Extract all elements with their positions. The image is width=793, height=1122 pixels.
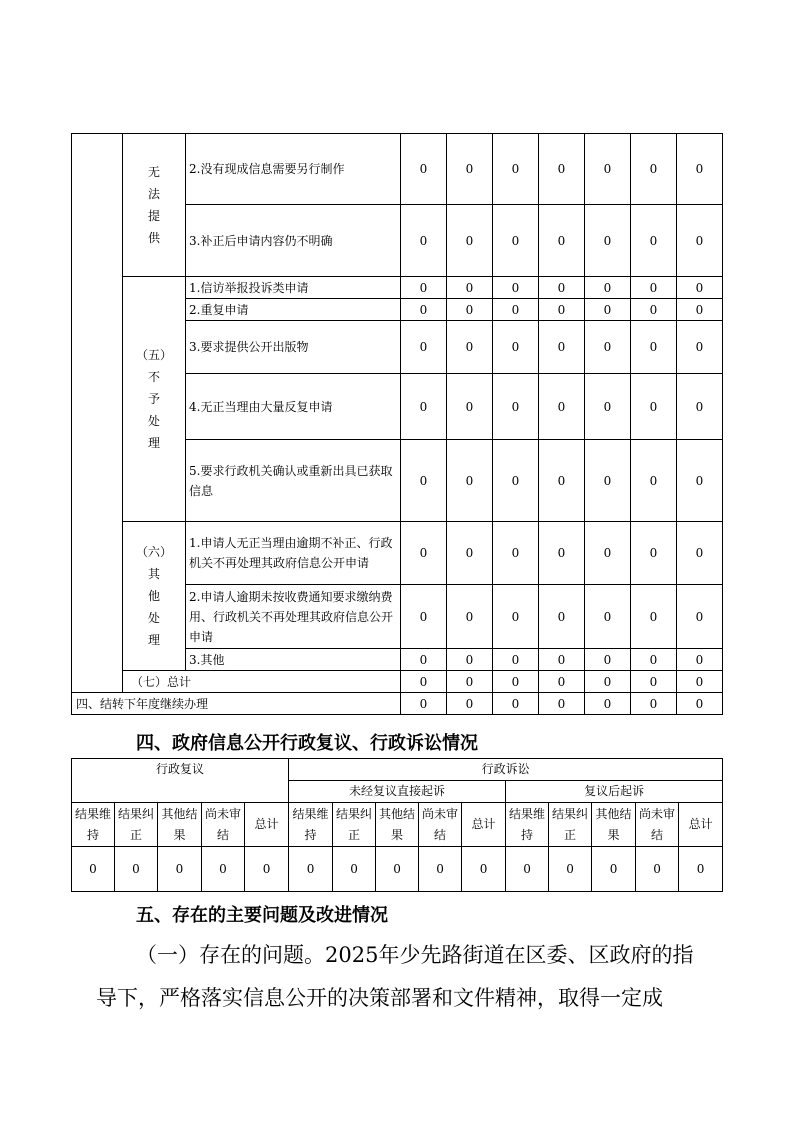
row-label: 1.信访举报投诉类申请: [186, 277, 401, 299]
cell-value: 0: [677, 693, 723, 715]
col-header: 总计: [245, 803, 289, 847]
cell-value: 0: [447, 522, 493, 585]
cell-value: 0: [447, 205, 493, 277]
row-label: 2.申请人逾期未按收费通知要求缴纳费用、行政机关不再处理其政府信息公开申请: [186, 585, 401, 649]
cell-value: 0: [539, 374, 585, 440]
col-header: 尚未审结: [202, 803, 245, 847]
cell-value: 0: [631, 671, 677, 693]
cell-value: 0: [447, 299, 493, 321]
table-row: [72, 693, 723, 715]
cell-value: 0: [447, 134, 493, 205]
cell-value: 0: [493, 134, 539, 205]
col-header: 结果维持: [289, 803, 333, 847]
cell-value: 0: [585, 134, 631, 205]
cell-value: 0: [631, 522, 677, 585]
col-header: 结果纠正: [333, 803, 376, 847]
cell-value: 0: [631, 321, 677, 374]
category-unable-to-provide: 无 法 提 供: [123, 134, 186, 277]
cell-value: 0: [493, 585, 539, 649]
table-row: [72, 522, 723, 585]
col-header: 结果纠正: [549, 803, 592, 847]
cell-value: 0: [462, 847, 506, 892]
cell-value: 0: [585, 374, 631, 440]
category-other-processing: （六） 其 他 处 理: [123, 522, 186, 671]
table-header-row: [72, 759, 723, 781]
cell-value: 0: [585, 321, 631, 374]
outer-merged-cell: [72, 134, 123, 693]
table-row: [72, 847, 723, 892]
cell-value: 0: [677, 649, 723, 671]
cell-value: 0: [677, 299, 723, 321]
cell-value: 0: [631, 693, 677, 715]
cell-value: 0: [115, 847, 158, 892]
cell-value: 0: [493, 522, 539, 585]
cell-value: 0: [401, 134, 447, 205]
cell-value: 0: [289, 847, 333, 892]
row-label: 2.重复申请: [186, 299, 401, 321]
cell-value: 0: [447, 671, 493, 693]
cell-value: 0: [631, 440, 677, 522]
cell-value: 0: [447, 374, 493, 440]
row-label: 3.补正后申请内容仍不明确: [186, 205, 401, 277]
cell-value: 0: [158, 847, 202, 892]
cell-value: 0: [447, 440, 493, 522]
cell-value: 0: [401, 693, 447, 715]
row-label: 2.没有现成信息需要另行制作: [186, 134, 401, 205]
cell-value: 0: [677, 205, 723, 277]
cell-value: 0: [592, 847, 636, 892]
row-label: 3.其他: [186, 649, 401, 671]
cell-value: 0: [539, 671, 585, 693]
row-label: 3.要求提供公开出版物: [186, 321, 401, 374]
cell-value: 0: [447, 277, 493, 299]
cell-value: 0: [447, 649, 493, 671]
cell-value: 0: [585, 205, 631, 277]
col-header: 总计: [679, 803, 723, 847]
cell-value: 0: [631, 205, 677, 277]
cell-value: 0: [631, 649, 677, 671]
cell-value: 0: [245, 847, 289, 892]
cell-value: 0: [333, 847, 376, 892]
col-header: 其他结果: [158, 803, 202, 847]
row-label: 4.无正当理由大量反复申请: [186, 374, 401, 440]
cell-value: 0: [493, 693, 539, 715]
cell-value: 0: [401, 585, 447, 649]
cell-value: 0: [202, 847, 245, 892]
cell-value: 0: [549, 847, 592, 892]
cell-value: 0: [539, 649, 585, 671]
cell-value: 0: [401, 649, 447, 671]
header-admin-review: 行政复议: [72, 759, 289, 803]
cell-value: 0: [401, 522, 447, 585]
cell-value: 0: [631, 134, 677, 205]
application-handling-table: [71, 133, 723, 715]
cell-value: 0: [539, 277, 585, 299]
cell-value: 0: [447, 693, 493, 715]
cell-value: 0: [401, 374, 447, 440]
cell-value: 0: [493, 321, 539, 374]
row-label: 5.要求行政机关确认或重新出具已获取信息: [186, 440, 401, 522]
cell-value: 0: [585, 299, 631, 321]
cell-value: 0: [631, 374, 677, 440]
cell-value: 0: [401, 671, 447, 693]
cell-value: 0: [585, 671, 631, 693]
cell-value: 0: [585, 440, 631, 522]
cell-value: 0: [539, 321, 585, 374]
cell-value: 0: [539, 299, 585, 321]
review-litigation-table: [71, 758, 723, 892]
cell-value: 0: [539, 585, 585, 649]
cell-value: 0: [679, 847, 723, 892]
section-5-heading: 五、存在的主要问题及改进情况: [136, 905, 388, 926]
cell-value: 0: [677, 440, 723, 522]
cell-value: 0: [631, 277, 677, 299]
cell-value: 0: [72, 847, 115, 892]
cell-value: 0: [447, 585, 493, 649]
header-admin-litigation: 行政诉讼: [289, 759, 723, 781]
cell-value: 0: [401, 205, 447, 277]
cell-value: 0: [677, 277, 723, 299]
col-header: 结果维持: [72, 803, 115, 847]
table-row: [72, 277, 723, 299]
col-header: 结果纠正: [115, 803, 158, 847]
col-header: 其他结果: [376, 803, 419, 847]
cell-value: 0: [401, 440, 447, 522]
cell-value: 0: [493, 299, 539, 321]
cell-value: 0: [677, 671, 723, 693]
cell-value: 0: [401, 277, 447, 299]
col-header: 尚未审结: [636, 803, 679, 847]
cell-value: 0: [585, 522, 631, 585]
table-row: [72, 671, 723, 693]
cell-value: 0: [493, 649, 539, 671]
cell-value: 0: [493, 277, 539, 299]
col-header: 尚未审结: [419, 803, 462, 847]
cell-value: 0: [493, 205, 539, 277]
cell-value: 0: [447, 321, 493, 374]
col-header: 其他结果: [592, 803, 636, 847]
cell-value: 0: [585, 277, 631, 299]
cell-value: 0: [419, 847, 462, 892]
cell-value: 0: [631, 299, 677, 321]
paragraph-line: （一）存在的问题。2025年少先路街道在区委、区政府的指: [136, 943, 694, 967]
cell-value: 0: [539, 522, 585, 585]
cell-value: 0: [493, 671, 539, 693]
cell-value: 0: [493, 440, 539, 522]
cell-value: 0: [636, 847, 679, 892]
header-after-review: 复议后起诉: [506, 781, 723, 803]
row-label: 1.申请人无正当理由逾期不补正、行政机关不再处理其政府信息公开申请: [186, 522, 401, 585]
category-not-processed: （五） 不 予 处 理: [123, 277, 186, 522]
col-header: 结果维持: [506, 803, 549, 847]
cell-value: 0: [585, 693, 631, 715]
col-header: 总计: [462, 803, 506, 847]
cell-value: 0: [401, 321, 447, 374]
cell-value: 0: [539, 205, 585, 277]
paragraph-line: 导下，严格落实信息公开的决策部署和文件精神，取得一定成: [96, 986, 663, 1010]
cell-value: 0: [677, 522, 723, 585]
body-paragraph: [96, 934, 716, 1020]
row-label-carry-over: 四、结转下年度继续办理: [72, 693, 401, 715]
cell-value: 0: [539, 440, 585, 522]
cell-value: 0: [506, 847, 549, 892]
row-label-total: （七）总计: [123, 671, 401, 693]
cell-value: 0: [677, 321, 723, 374]
cell-value: 0: [677, 374, 723, 440]
cell-value: 0: [677, 585, 723, 649]
header-direct-suit: 未经复议直接起诉: [289, 781, 506, 803]
table-header-row: [72, 803, 723, 847]
cell-value: 0: [585, 585, 631, 649]
cell-value: 0: [585, 649, 631, 671]
cell-value: 0: [493, 374, 539, 440]
cell-value: 0: [631, 585, 677, 649]
section-4-heading: 四、政府信息公开行政复议、行政诉讼情况: [136, 733, 478, 754]
cell-value: 0: [677, 134, 723, 205]
table-row: [72, 134, 723, 205]
cell-value: 0: [401, 299, 447, 321]
cell-value: 0: [539, 693, 585, 715]
cell-value: 0: [376, 847, 419, 892]
cell-value: 0: [539, 134, 585, 205]
